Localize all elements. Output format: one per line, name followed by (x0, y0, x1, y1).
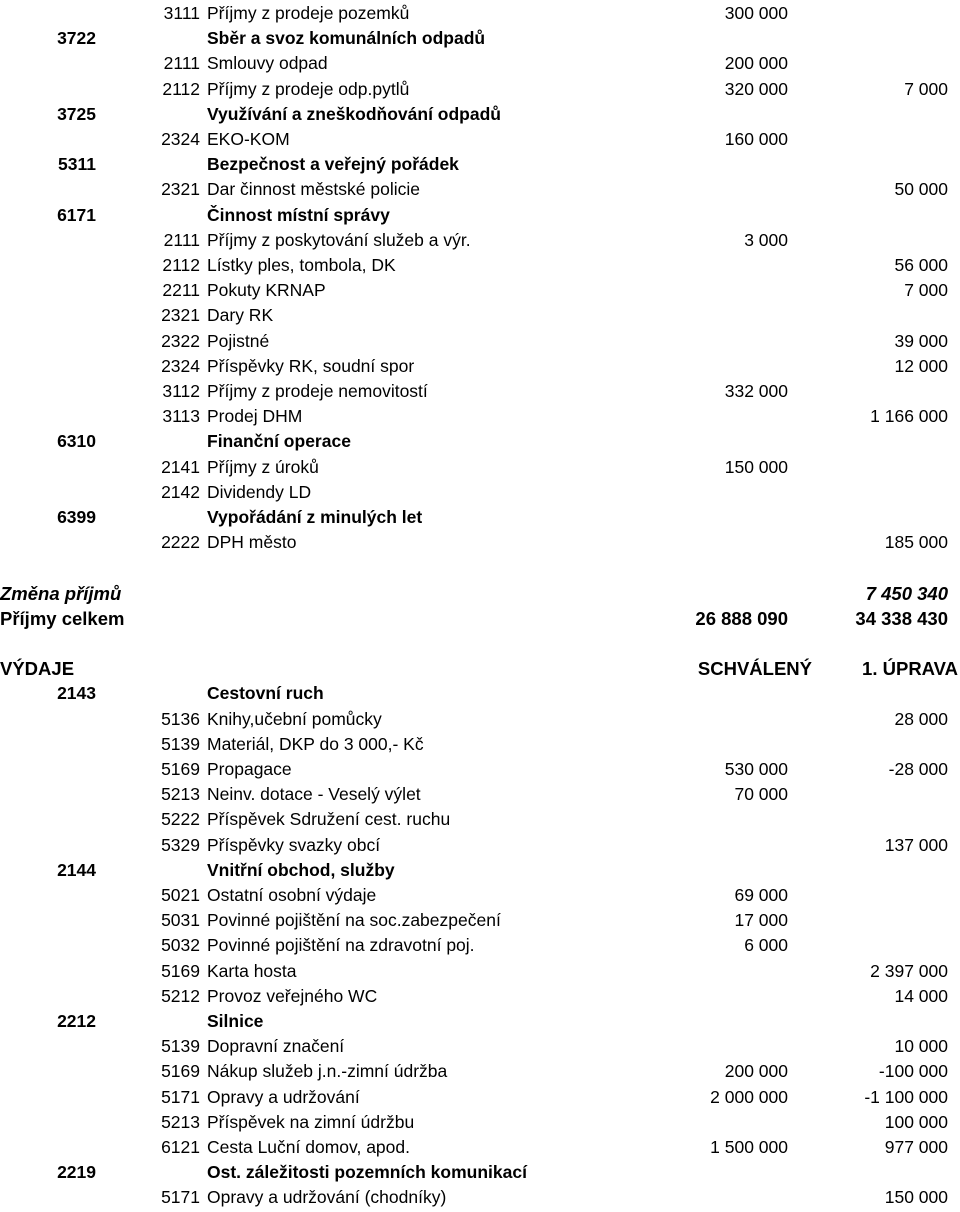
item-description: Opravy a udržování (chodníky) (207, 1187, 447, 1208)
revised-amount: -1 100 000 (864, 1086, 948, 1107)
item-description: Opravy a udržování (207, 1086, 360, 1107)
section-row (0, 152, 960, 177)
item-description: EKO-KOM (207, 129, 290, 149)
budget-item-row (0, 807, 960, 832)
revised-amount: 1 166 000 (870, 406, 948, 427)
item-code: 5169 (161, 759, 200, 779)
budget-item-row (0, 1110, 960, 1135)
approved-amount: 69 000 (734, 885, 788, 905)
revised-amount: 28 000 (894, 708, 948, 729)
budget-item-row (0, 303, 960, 328)
budget-item-row (0, 329, 960, 354)
item-code: 5031 (161, 910, 200, 931)
item-code: 5213 (161, 784, 200, 805)
spacer-row (0, 631, 960, 656)
approved-amount: 332 000 (724, 381, 788, 401)
item-description: Lístky ples, tombola, DK (207, 255, 396, 275)
section-code: 6171 (57, 204, 96, 225)
section-title: Činnost místní správy (207, 204, 390, 225)
item-code: 2324 (161, 129, 200, 149)
section-code: 2144 (57, 859, 96, 880)
section-row (0, 26, 960, 51)
item-code: 2322 (161, 330, 200, 351)
revised-amount: 12 000 (894, 355, 948, 376)
item-code: 2111 (163, 53, 200, 74)
item-description: Povinné pojištění na soc.zabezpečení (207, 910, 501, 931)
budget-item-row (0, 51, 960, 76)
item-code: 3113 (162, 406, 200, 427)
item-code: 5213 (161, 1111, 200, 1132)
revised-amount: -28 000 (888, 759, 948, 779)
item-code: 5021 (161, 885, 200, 905)
item-description: Knihy,učební pomůcky (207, 708, 382, 729)
revised-amount: 39 000 (894, 330, 948, 351)
revised-amount: 7 000 (904, 78, 948, 99)
budget-item-row (0, 1059, 960, 1084)
budget-item-row (0, 984, 960, 1009)
budget-item-row (0, 354, 960, 379)
item-code: 5329 (161, 834, 200, 855)
section-title: Vypořádání z minulých let (207, 507, 423, 527)
change-revision: 7 450 340 (865, 582, 948, 604)
item-description: Materiál, DKP do 3 000,- Kč (207, 733, 424, 754)
section-title: Cestovní ruch (207, 683, 324, 704)
item-code: 2141 (161, 456, 200, 477)
budget-item-row (0, 1135, 960, 1160)
item-description: Pojistné (207, 330, 270, 351)
item-code: 5169 (161, 1061, 200, 1082)
approved-amount: 2 000 000 (710, 1086, 788, 1107)
budget-item-row (0, 228, 960, 253)
approved-amount: 3 000 (744, 229, 788, 250)
section-title: Využívání a zneškodňování odpadů (207, 103, 501, 124)
budget-item-row (0, 1085, 960, 1110)
approved-amount: 6 000 (744, 935, 788, 956)
section-title: Ost. záležitosti pozemních komunikací (207, 1162, 527, 1183)
item-code: 5222 (161, 809, 200, 830)
total-label: Příjmy celkem (0, 607, 125, 629)
item-code: 2324 (161, 355, 200, 376)
budget-item-row (0, 1034, 960, 1059)
section-title: Bezpečnost a veřejný pořádek (207, 154, 459, 175)
approved-amount: 150 000 (724, 456, 788, 477)
section-row (0, 858, 960, 883)
item-description: Smlouvy odpad (207, 53, 328, 74)
item-code: 5139 (161, 1036, 200, 1057)
change-label: Změna příjmů (0, 582, 122, 604)
approved-amount: 530 000 (724, 759, 788, 779)
budget-item-row (0, 908, 960, 933)
section-code: 3725 (57, 103, 96, 124)
budget-item-row (0, 530, 960, 555)
item-code: 3112 (162, 381, 200, 401)
item-code: 5169 (161, 960, 200, 981)
item-code: 2112 (162, 78, 200, 99)
revised-amount: 56 000 (894, 255, 948, 275)
item-description: Provoz veřejného WC (207, 985, 378, 1006)
section-title: Silnice (207, 1011, 264, 1031)
total-revision: 34 338 430 (855, 607, 948, 629)
item-description: Cesta Luční domov, apod. (207, 1137, 410, 1157)
item-description: Příjmy z poskytování služeb a výr. (207, 229, 471, 250)
section-code: 2143 (57, 683, 96, 704)
revised-amount: 2 397 000 (870, 960, 948, 981)
change-row (0, 581, 960, 606)
revised-amount: 50 000 (894, 179, 948, 200)
total-row (0, 606, 960, 631)
section-code: 5311 (58, 154, 96, 175)
approved-amount: 160 000 (724, 129, 788, 149)
revised-amount: 137 000 (884, 834, 948, 855)
revised-amount: 10 000 (894, 1036, 948, 1057)
revised-amount: 100 000 (884, 1111, 948, 1132)
budget-item-row (0, 404, 960, 429)
item-description: Příspěvek na zimní údržbu (207, 1111, 415, 1132)
approved-amount: 200 000 (724, 1061, 788, 1082)
item-description: Příspěvky RK, soudní spor (207, 355, 415, 376)
revised-amount: 150 000 (884, 1187, 948, 1208)
approved-amount: 200 000 (724, 53, 788, 74)
item-code: 3111 (163, 3, 200, 23)
item-description: Dar činnost městské policie (207, 179, 420, 200)
section-code: 6310 (57, 431, 96, 452)
spacer-row (0, 555, 960, 580)
item-code: 2321 (161, 305, 200, 326)
budget-item-row (0, 177, 960, 202)
item-description: Povinné pojištění na zdravotní poj. (207, 935, 475, 956)
section-row (0, 203, 960, 228)
revised-amount: 185 000 (884, 532, 948, 553)
item-description: Karta hosta (207, 960, 297, 981)
item-code: 5136 (161, 708, 200, 729)
item-code: 5212 (161, 985, 200, 1006)
item-code: 5032 (161, 935, 200, 956)
revised-amount: 977 000 (884, 1137, 948, 1157)
budget-item-row (0, 959, 960, 984)
budget-item-row (0, 1185, 960, 1210)
item-description: Neinv. dotace - Veselý výlet (207, 784, 421, 805)
section-row (0, 1160, 960, 1185)
budget-item-row (0, 480, 960, 505)
item-code: 2142 (161, 481, 200, 502)
budget-item-row (0, 77, 960, 102)
total-approved: 26 888 090 (695, 607, 788, 629)
section-title: Vnitřní obchod, služby (207, 859, 395, 880)
budget-item-row (0, 1, 960, 26)
approved-amount: 320 000 (724, 78, 788, 99)
approved-amount: 300 000 (724, 3, 788, 23)
section-row (0, 102, 960, 127)
item-code: 2211 (162, 280, 200, 301)
revised-amount: 7 000 (904, 280, 948, 301)
item-description: Příjmy z prodeje nemovitostí (207, 381, 428, 401)
item-description: Nákup služeb j.n.-zimní údržba (207, 1061, 448, 1082)
budget-item-row (0, 455, 960, 480)
item-description: Propagace (207, 759, 292, 779)
section-title: Finanční operace (207, 431, 351, 452)
item-description: Příjmy z prodeje pozemků (207, 3, 410, 23)
item-code: 2111 (163, 229, 200, 250)
item-description: Prodej DHM (207, 406, 303, 427)
budget-item-row (0, 379, 960, 404)
section-code: 3722 (57, 28, 96, 49)
section-code: 6399 (57, 507, 96, 527)
expenses-heading: VÝDAJE (0, 658, 75, 680)
item-code: 2222 (161, 532, 200, 553)
revision-column-header: 1. ÚPRAVA (862, 658, 958, 680)
revised-amount: -100 000 (878, 1061, 948, 1082)
section-row (0, 681, 960, 706)
section-row (0, 505, 960, 530)
section-code: 2212 (57, 1011, 96, 1031)
expenses-header-row (0, 656, 960, 681)
budget-item-row (0, 757, 960, 782)
section-code: 2219 (57, 1162, 96, 1183)
item-code: 5171 (161, 1086, 200, 1107)
section-title: Sběr a svoz komunálních odpadů (207, 28, 486, 49)
item-description: Příspěvky svazky obcí (207, 834, 381, 855)
item-code: 2321 (161, 179, 200, 200)
item-code: 5139 (161, 733, 200, 754)
budget-item-row (0, 278, 960, 303)
budget-item-row (0, 782, 960, 807)
budget-item-row (0, 732, 960, 757)
revised-amount: 14 000 (894, 985, 948, 1006)
item-description: Příspěvek Sdružení cest. ruchu (207, 809, 451, 830)
item-description: Dary RK (207, 305, 274, 326)
item-code: 6121 (161, 1137, 200, 1157)
item-description: Příjmy z prodeje odp.pytlů (207, 78, 410, 99)
section-row (0, 429, 960, 454)
item-description: Pokuty KRNAP (207, 280, 326, 301)
budget-item-row (0, 933, 960, 958)
section-row (0, 1009, 960, 1034)
budget-item-row (0, 833, 960, 858)
budget-item-row (0, 253, 960, 278)
item-description: Ostatní osobní výdaje (207, 885, 377, 905)
budget-item-row (0, 883, 960, 908)
item-description: Dopravní značení (207, 1036, 345, 1057)
item-description: DPH město (207, 532, 297, 553)
item-code: 5171 (161, 1187, 200, 1208)
item-code: 2112 (162, 255, 200, 275)
budget-item-row (0, 707, 960, 732)
approved-amount: 1 500 000 (710, 1137, 788, 1157)
approved-amount: 70 000 (734, 784, 788, 805)
approved-column-header: SCHVÁLENÝ (697, 658, 812, 680)
item-description: Příjmy z úroků (207, 456, 319, 477)
item-description: Dividendy LD (207, 481, 312, 502)
approved-amount: 17 000 (734, 910, 788, 931)
budget-item-row (0, 127, 960, 152)
